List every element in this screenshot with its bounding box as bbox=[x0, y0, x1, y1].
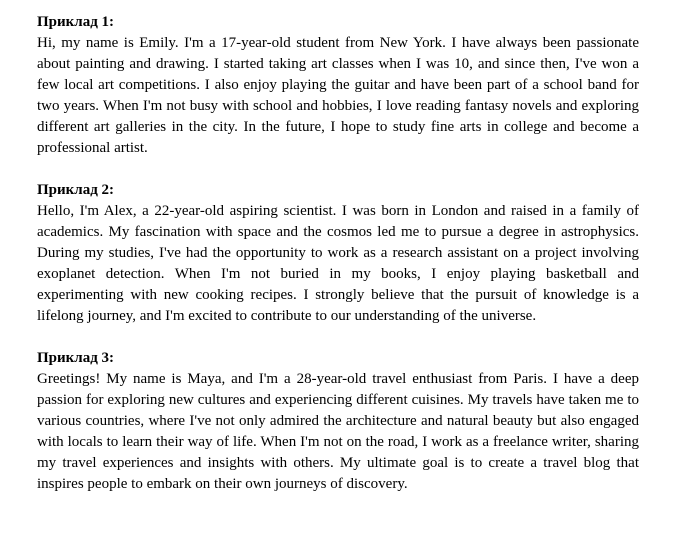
example-1 bbox=[37, 12, 639, 159]
example-paragraph: Greetings! My name is Maya, and I'm a 28-year-old travel enthusiast from Paris. I have a deep passion for exploring new cultures and experiencing different cuisines. My travels have taken me to various countries, where I've not only admired the architecture and natural beauty but also engaged with locals to learn their way of life. When I'm not on the road, I work as a freelance writer, sharing my travel experiences and insights with others. My ultimate goal is to create a travel blog that inspires people to embark on their own journeys of discovery. bbox=[37, 371, 639, 492]
example-2 bbox=[37, 180, 639, 327]
document-body bbox=[37, 12, 639, 516]
example-title: Приклад 3: bbox=[37, 350, 115, 366]
example-paragraph: Hi, my name is Emily. I'm a 17-year-old student from New York. I have always been passionate about painting and drawing. I started taking art classes when I was 10, and since then, I've won a few local art competitions. I also enjoy playing the guitar and have been part of a school band for two years. When I'm not busy with school and hobbies, I love reading fantasy novels and exploring different art galleries in the city. In the future, I hope to study fine arts in college and become a professional artist. bbox=[37, 35, 639, 156]
example-3 bbox=[37, 348, 639, 495]
example-paragraph: Hello, I'm Alex, a 22-year-old aspiring scientist. I was born in London and raised in a family of academics. My fascination with space and the cosmos led me to pursue a degree in astrophysics. During my studies, I've had the opportunity to work as a research assistant on a project involving exoplanet detection. When I'm not buried in my books, I enjoy playing basketball and experimenting with new cooking recipes. I strongly believe that the pursuit of knowledge is a lifelong journey, and I'm excited to contribute to our understanding of the universe. bbox=[37, 203, 639, 324]
example-title: Приклад 1: bbox=[37, 14, 115, 30]
example-title: Приклад 2: bbox=[37, 182, 115, 198]
